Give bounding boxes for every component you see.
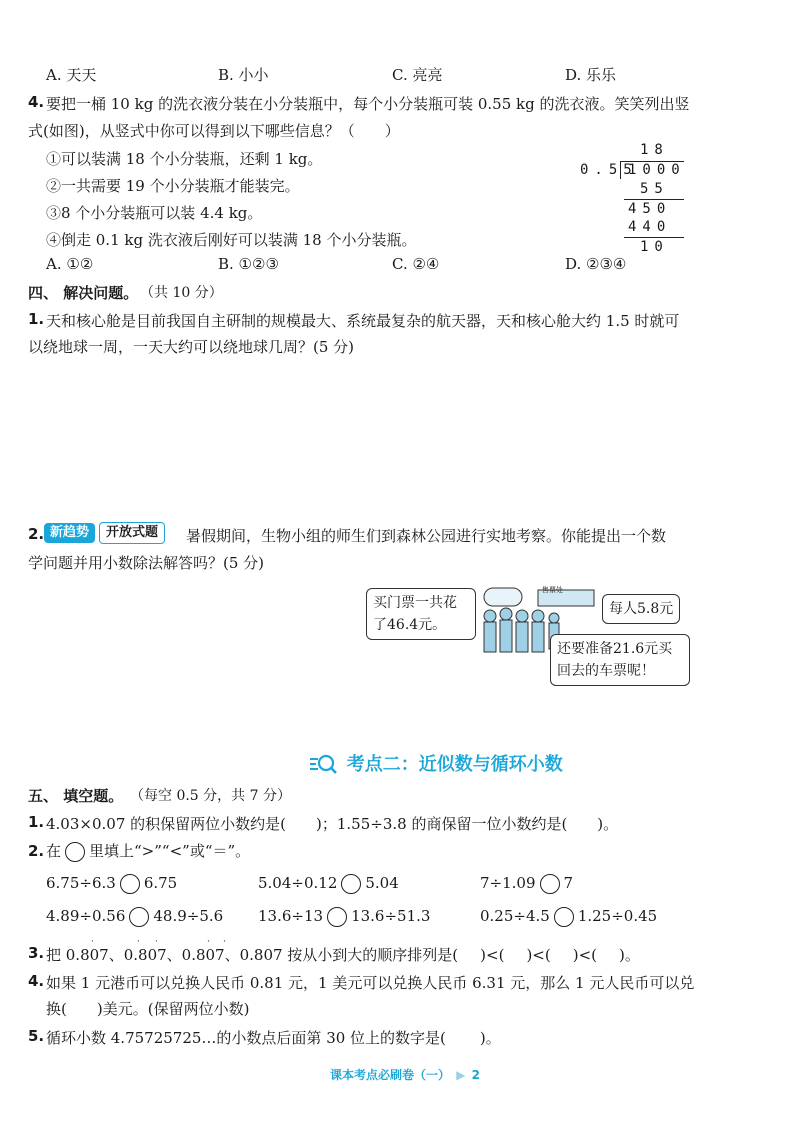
- page-footer: [330, 1066, 480, 1083]
- p1-line2: 以绕地球一周，一天大约可以绕地球几周？(5 分): [28, 338, 355, 356]
- q4-option-a: A. ①②: [46, 255, 94, 273]
- f2-r2-c1: 4.89÷0.56 48.9÷5.6: [46, 907, 224, 925]
- f3-text-a: 把 0.807、0.807、0.807、0.807 按从小到大的顺序排列是(: [46, 946, 459, 964]
- q4-option-d: D. ②③④: [565, 255, 627, 273]
- compare-circle[interactable]: [327, 907, 347, 927]
- p1-number: 1.: [28, 310, 45, 328]
- f4-number: 4.: [28, 972, 45, 990]
- footer-text: 课本考点必刷卷（一）: [330, 1068, 451, 1082]
- f3-text-d: )<(: [572, 946, 598, 964]
- p2-number: 2.: [28, 525, 45, 543]
- compare-circle[interactable]: [129, 907, 149, 927]
- trend-tag: 新趋势: [44, 523, 95, 543]
- f2-text-a: 在: [46, 842, 62, 860]
- bubble1-line2: 了46.4元。: [373, 617, 447, 633]
- bubble3-line2: 回去的车票呢！: [557, 663, 655, 679]
- division-row1: 55: [640, 181, 669, 197]
- compare-circle[interactable]: [540, 874, 560, 894]
- repeat-dot: ·: [223, 937, 226, 947]
- division-dividend: 1000: [628, 162, 686, 178]
- q4-line1: 要把一桶 10 kg 的洗衣液分装在小分装瓶中，每个小分装瓶可装 0.55 kg 的洗衣液。笑笑列出竖: [46, 95, 690, 113]
- f4-line2-b: )美元。(保留两位小数): [96, 1000, 250, 1018]
- q4-number: 4.: [28, 93, 45, 111]
- q4-option-c: C. ②④: [392, 255, 440, 273]
- q4-item-4: ④倒走 0.1 kg 洗衣液后刚好可以装满 18 个小分装瓶。: [46, 231, 417, 249]
- q4-line2: 式(如图)，从竖式中你可以得到以下哪些信息？（ ）: [28, 122, 400, 140]
- f2-number: 2.: [28, 842, 45, 860]
- q3-option-b: B. 小小: [218, 66, 269, 84]
- f2-r1-c1: 6.75÷6.3 6.75: [46, 874, 178, 892]
- f1-number: 1.: [28, 813, 45, 831]
- division-divisor: 0.55: [580, 162, 638, 178]
- q3-option-d: D. 乐乐: [565, 66, 617, 84]
- compare-circle[interactable]: [554, 907, 574, 927]
- f5-text-b: )。: [479, 1029, 501, 1047]
- section4-title: 四、 解决问题。: [28, 284, 139, 302]
- section4-note: （共 10 分）: [140, 285, 223, 301]
- q4-item-2: ②一共需要 19 个小分装瓶才能装完。: [46, 177, 300, 195]
- f2-text-b: 里填上“>”“<”或“＝”。: [89, 842, 251, 860]
- kaodian-title: 考点二：近似数与循环小数: [346, 754, 563, 775]
- compare-circle[interactable]: [120, 874, 140, 894]
- division-row2: 450: [628, 201, 672, 217]
- f4-line2: [46, 998, 249, 1019]
- q4-option-b: B. ①②③: [218, 255, 279, 273]
- f4-line1: 如果 1 元港币可以兑换人民币 0.81 元，1 美元可以兑换人民币 6.31 元，那么 1 元人民币可以兑: [46, 974, 695, 992]
- speech-bubble-ticket-total: [366, 588, 476, 640]
- long-division-figure: [578, 142, 688, 262]
- bubble3-line1: 还要准备21.6元买: [557, 641, 673, 657]
- f5-text: [46, 1027, 501, 1048]
- f1-text: [46, 813, 618, 834]
- f2-text: [46, 840, 250, 862]
- p1-line1: 天和核心舱是目前我国自主研制的规模最大、系统最复杂的航天器，天和核心舱大约 1.5 时就可: [46, 312, 680, 330]
- f3-number: 3.: [28, 944, 45, 962]
- f5-number: 5.: [28, 1027, 45, 1045]
- f2-r1-c2: 5.04÷0.12 5.04: [258, 874, 399, 892]
- repeat-dot: ·: [207, 937, 210, 947]
- q3-option-c: C. 亮亮: [392, 66, 443, 84]
- speech-bubble-bus-fare: [550, 634, 690, 686]
- page-number: 2: [471, 1068, 480, 1082]
- section5-title: 五、 填空题。: [28, 787, 124, 805]
- f2-r2-c2: 13.6÷13 13.6÷51.3: [258, 907, 431, 925]
- p2-line1: 暑假期间，生物小组的师生们到森林公园进行实地考察。你能提出一个数: [186, 527, 667, 545]
- arrow-icon: ▶: [456, 1068, 466, 1082]
- f2-r2-c3: 0.25÷4.5 1.25÷0.45: [480, 907, 658, 925]
- q4-item-3: ③8 个小分装瓶可以装 4.4 kg。: [46, 204, 263, 222]
- compare-circle[interactable]: [341, 874, 361, 894]
- repeat-dot: ·: [155, 937, 158, 947]
- p2-tags: [44, 522, 165, 544]
- f3-text: [46, 944, 640, 965]
- ticket-office-sign: 售票处: [542, 586, 563, 594]
- repeat-dot: ·: [137, 937, 140, 947]
- q3-option-a: A. 天天: [46, 66, 97, 84]
- speech-bubble-price: 每人5.8元: [602, 594, 680, 624]
- magnifier-icon: [310, 753, 338, 779]
- division-row4: 10: [640, 239, 669, 255]
- f5-text-a: 循环小数 4.75725725…的小数点后面第 30 位上的数字是(: [46, 1029, 446, 1047]
- compare-circle-example: [65, 842, 85, 862]
- kaodian-header: [310, 750, 563, 779]
- field-trip-illustration: [340, 580, 690, 695]
- section5-note: （每空 0.5 分，共 7 分）: [130, 788, 291, 804]
- f1-text-b: )；1.55÷3.8 的商保留一位小数约是(: [316, 815, 568, 833]
- division-row3: 440: [628, 219, 672, 235]
- p2-line2: 学问题并用小数除法解答吗？(5 分): [28, 554, 265, 572]
- f4-line2-a: 换(: [46, 1000, 67, 1018]
- bubble1-line1: 买门票一共花: [373, 595, 457, 611]
- q4-item-1: ①可以装满 18 个小分装瓶，还剩 1 kg。: [46, 150, 323, 168]
- open-question-tag: 开放式题: [99, 522, 165, 544]
- f3-text-b: )<(: [480, 946, 505, 964]
- f3-text-e: )。: [619, 946, 640, 964]
- f1-text-a: 4.03×0.07 的积保留两位小数约是(: [46, 815, 286, 833]
- f3-text-c: )<(: [526, 946, 551, 964]
- f2-r1-c3: 7÷1.09 7: [480, 874, 574, 892]
- division-quotient: 18: [640, 142, 669, 158]
- repeat-dot: ·: [91, 937, 94, 947]
- f1-text-c: )。: [597, 815, 619, 833]
